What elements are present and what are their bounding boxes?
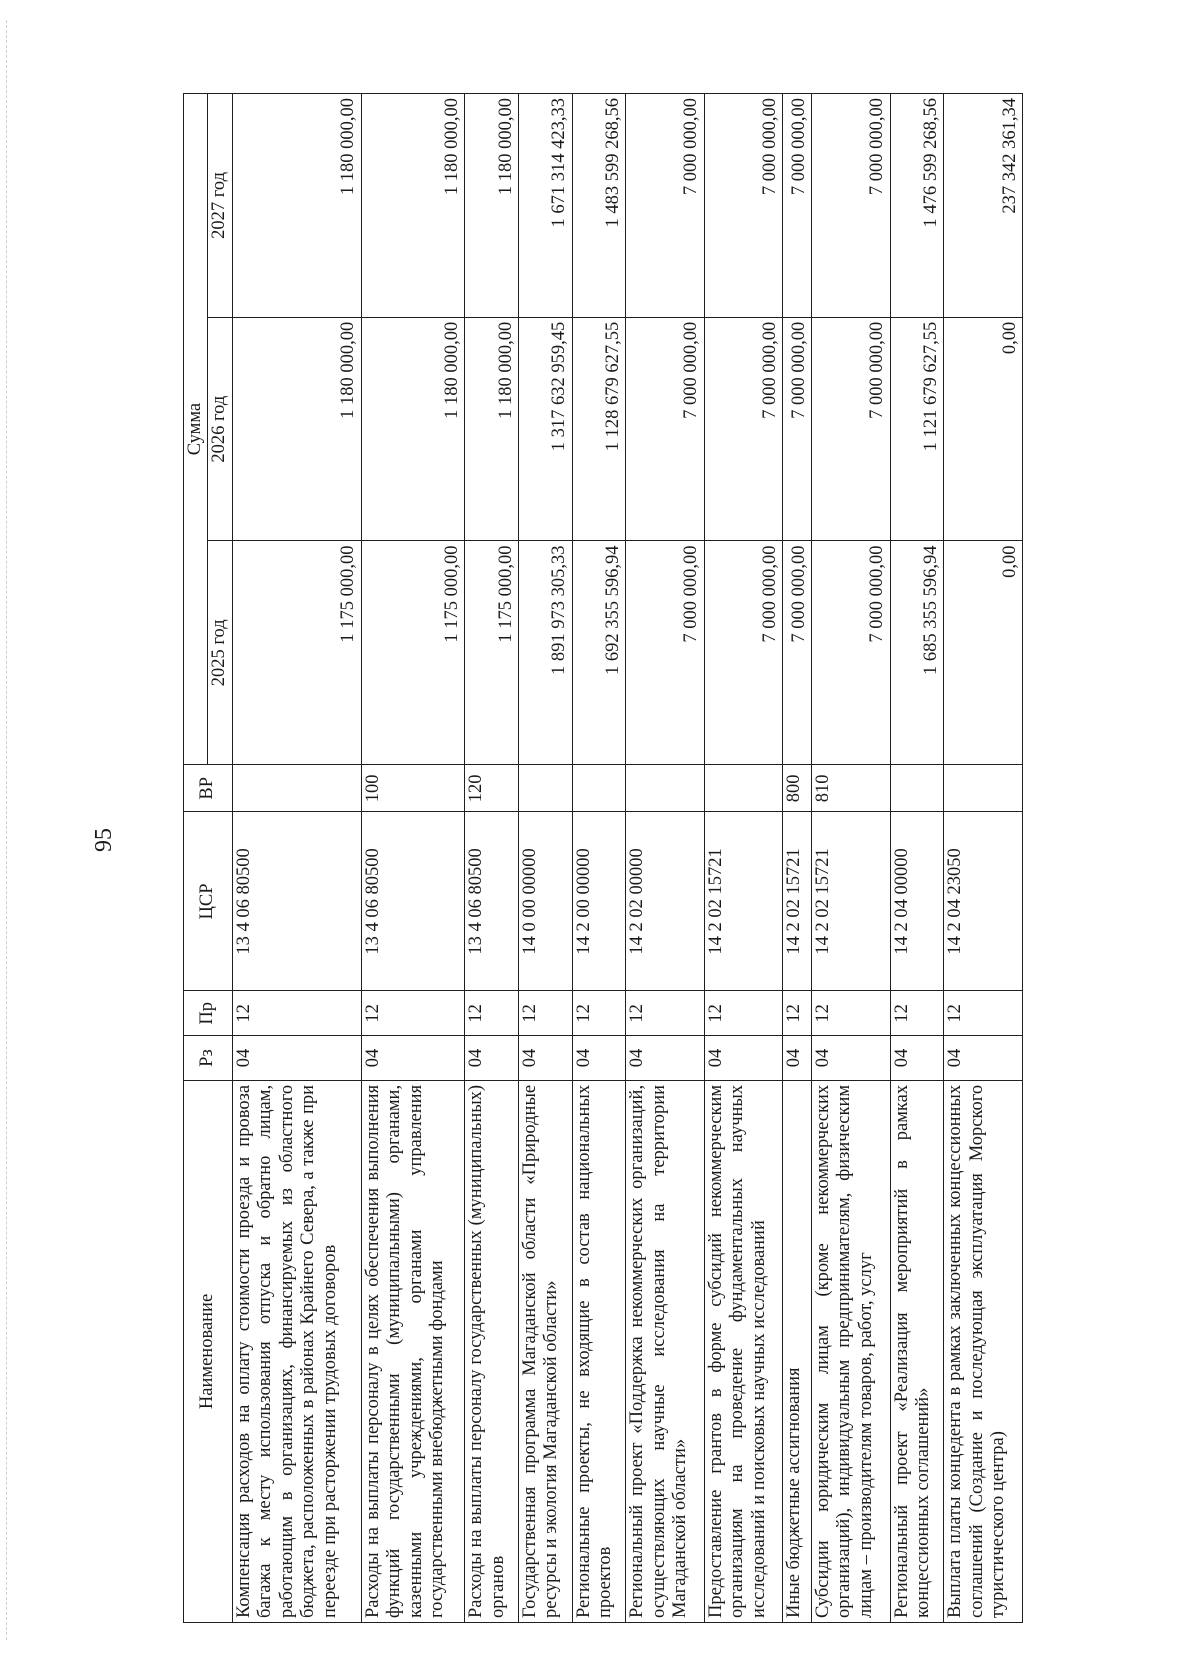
row-pr: 12 (944, 991, 1023, 1036)
row-csr: 14 2 02 00000 (626, 812, 705, 991)
row-2026: 1 180 000,00 (232, 317, 361, 541)
row-pr: 12 (626, 991, 705, 1036)
row-2027: 1 180 000,00 (232, 94, 361, 318)
row-vr: 800 (783, 765, 812, 812)
row-2026: 7 000 000,00 (626, 317, 705, 541)
row-2027: 237 342 361,34 (944, 94, 1023, 318)
table-row (465, 94, 519, 1623)
row-vr (890, 765, 944, 812)
row-2025: 7 000 000,00 (704, 541, 783, 765)
row-csr: 14 2 02 15721 (783, 812, 812, 991)
row-2025: 1 891 973 305,33 (518, 541, 572, 765)
row-vr: 120 (465, 765, 519, 812)
row-csr: 13 4 06 80500 (232, 812, 361, 991)
row-vr (944, 765, 1023, 812)
rotated-page-content (183, 93, 1023, 1623)
header-rz: Рз (184, 1036, 233, 1081)
row-csr: 14 2 02 15721 (812, 812, 891, 991)
budget-table (183, 93, 1023, 1623)
row-rz: 04 (232, 1036, 361, 1081)
row-vr (626, 765, 705, 812)
row-2026: 1 128 679 627,55 (572, 317, 626, 541)
row-name: Предоставление грантов в форме субсидий некоммерческим организациям на проведение фундаментальных научных исследований и поисковых научных исследований (704, 1080, 783, 1622)
row-2025: 1 692 355 596,94 (572, 541, 626, 765)
row-vr (232, 765, 361, 812)
row-rz: 04 (944, 1036, 1023, 1081)
row-rz: 04 (890, 1036, 944, 1081)
row-2027: 1 476 599 268,56 (890, 94, 944, 318)
table-row (812, 94, 891, 1623)
row-2026: 1 180 000,00 (465, 317, 519, 541)
header-2026: 2026 год (208, 317, 232, 541)
table-row (944, 94, 1023, 1623)
row-2025: 1 175 000,00 (465, 541, 519, 765)
row-csr: 14 2 04 23050 (944, 812, 1023, 991)
row-vr (704, 765, 783, 812)
table-row (626, 94, 705, 1623)
scan-edge-line (6, 20, 7, 1640)
row-2025: 0,00 (944, 541, 1023, 765)
row-pr: 12 (232, 991, 361, 1036)
row-csr: 14 2 04 00000 (890, 812, 944, 991)
row-name: Компенсация расходов на оплату стоимости проезда и провоза багажа к месту использования отпуска и обратно лицам, работающим в организациях, финансируемых из областного бюджета, расположенных в районах Крайнего Севера, а также при переезде при расторжении трудовых договоров (232, 1080, 361, 1622)
row-2026: 7 000 000,00 (783, 317, 812, 541)
row-rz: 04 (572, 1036, 626, 1081)
row-rz: 04 (783, 1036, 812, 1081)
row-2027: 1 180 000,00 (465, 94, 519, 318)
row-2025: 7 000 000,00 (783, 541, 812, 765)
row-pr: 12 (465, 991, 519, 1036)
page-number: 95 (91, 828, 117, 852)
row-name: Выплата платы концедента в рамках заключенных концессионных соглашений (Создание и последующая эксплуатация Морского туристического центра) (944, 1080, 1023, 1622)
row-name: Региональные проекты, не входящие в состав национальных проектов (572, 1080, 626, 1622)
row-2025: 1 685 355 596,94 (890, 541, 944, 765)
row-name: Расходы на выплаты персоналу государственных (муниципальных) органов (465, 1080, 519, 1622)
row-vr (518, 765, 572, 812)
row-2025: 1 175 000,00 (232, 541, 361, 765)
row-vr: 810 (812, 765, 891, 812)
row-2026: 1 180 000,00 (361, 317, 465, 541)
row-2027: 1 180 000,00 (361, 94, 465, 318)
row-2027: 7 000 000,00 (626, 94, 705, 318)
header-2027: 2027 год (208, 94, 232, 318)
row-rz: 04 (465, 1036, 519, 1081)
row-name: Региональный проект «Реализация мероприятий в рамках концессионных соглашений» (890, 1080, 944, 1622)
header-pr: Пр (184, 991, 233, 1036)
row-csr: 14 2 00 00000 (572, 812, 626, 991)
row-pr: 12 (812, 991, 891, 1036)
table-row (890, 94, 944, 1623)
header-name: Наименование (184, 1080, 233, 1622)
row-2027: 7 000 000,00 (812, 94, 891, 318)
row-2026: 7 000 000,00 (812, 317, 891, 541)
row-pr: 12 (518, 991, 572, 1036)
row-csr: 14 2 02 15721 (704, 812, 783, 991)
row-2027: 7 000 000,00 (783, 94, 812, 318)
row-csr: 13 4 06 80500 (465, 812, 519, 991)
row-name: Субсидии юридическим лицам (кроме некоммерческих организаций), индивидуальным предпринимателям, физическим лицам – производителям товаров, работ, услуг (812, 1080, 891, 1622)
row-rz: 04 (361, 1036, 465, 1081)
row-2025: 7 000 000,00 (626, 541, 705, 765)
row-2027: 1 483 599 268,56 (572, 94, 626, 318)
table-row (232, 94, 361, 1623)
row-rz: 04 (518, 1036, 572, 1081)
row-name: Государственная программа Магаданской области «Природные ресурсы и экология Магаданской области» (518, 1080, 572, 1622)
table-row (783, 94, 812, 1623)
header-csr: ЦСР (184, 812, 233, 991)
header-sum: Сумма (184, 94, 208, 765)
table-row (704, 94, 783, 1623)
row-csr: 14 0 00 00000 (518, 812, 572, 991)
header-2025: 2025 год (208, 541, 232, 765)
table-row (572, 94, 626, 1623)
row-name: Иные бюджетные ассигнования (783, 1080, 812, 1622)
row-2026: 7 000 000,00 (704, 317, 783, 541)
row-2027: 7 000 000,00 (704, 94, 783, 318)
table-row (518, 94, 572, 1623)
row-2027: 1 671 314 423,33 (518, 94, 572, 318)
row-name: Расходы на выплаты персоналу в целях обеспечения выполнения функций государственными (муниципальными) органами, казенными учреждениями, органами управления государственными внебюджетными фондами (361, 1080, 465, 1622)
row-2026: 0,00 (944, 317, 1023, 541)
row-2025: 7 000 000,00 (812, 541, 891, 765)
header-vr: ВР (184, 765, 233, 812)
row-pr: 12 (783, 991, 812, 1036)
row-rz: 04 (626, 1036, 705, 1081)
row-rz: 04 (704, 1036, 783, 1081)
row-name: Региональный проект «Поддержка некоммерческих организаций, осуществляющих научные исследования на территории Магаданской области» (626, 1080, 705, 1622)
row-vr (572, 765, 626, 812)
row-2026: 1 317 632 959,45 (518, 317, 572, 541)
row-vr: 100 (361, 765, 465, 812)
row-pr: 12 (361, 991, 465, 1036)
row-pr: 12 (890, 991, 944, 1036)
row-pr: 12 (572, 991, 626, 1036)
row-csr: 13 4 06 80500 (361, 812, 465, 991)
row-2026: 1 121 679 627,55 (890, 317, 944, 541)
row-pr: 12 (704, 991, 783, 1036)
row-rz: 04 (812, 1036, 891, 1081)
header-row (184, 94, 208, 1623)
table-row (361, 94, 465, 1623)
row-2025: 1 175 000,00 (361, 541, 465, 765)
